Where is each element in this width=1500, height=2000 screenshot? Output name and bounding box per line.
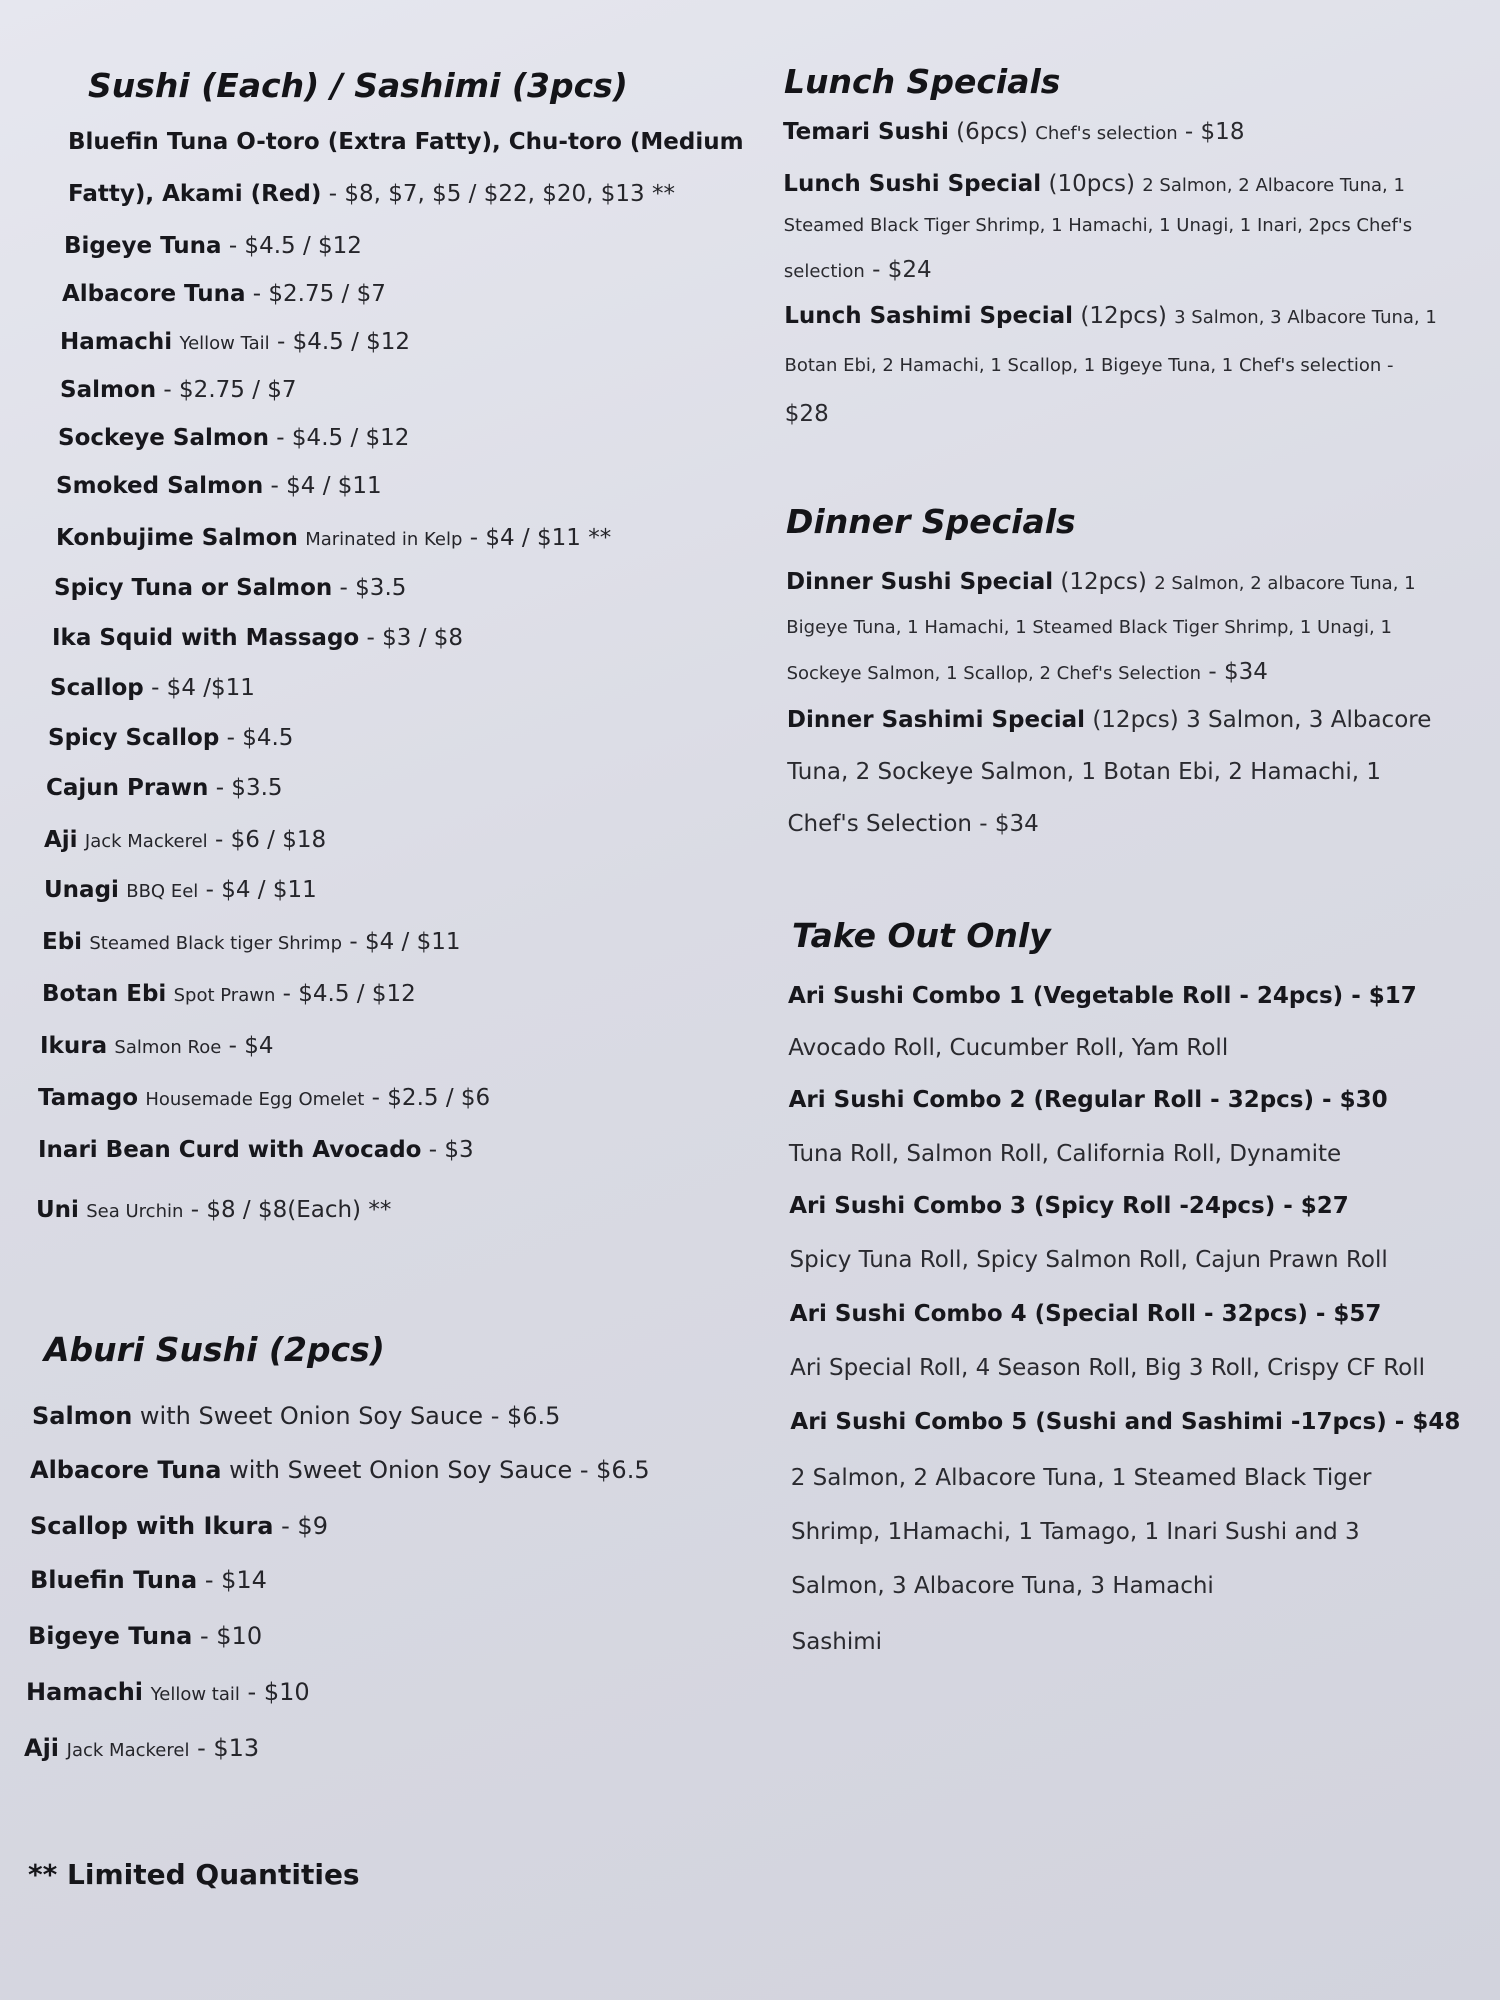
aburi-item-price: with Sweet Onion Soy Sauce - $6.5 [132,1402,561,1430]
sushi-item [64,232,362,260]
sushi-item [56,524,611,554]
takeout-line [789,1192,1349,1220]
sushi-item-name: Smoked Salmon [56,473,264,499]
aburi-section-title: Aburi Sushi (2pcs) [44,1330,385,1369]
sushi-item-name: Scallop [50,675,144,701]
sushi-item-desc: Spot Prawn [173,985,276,1006]
takeout-line-reg: Sashimi [791,1629,883,1655]
aburi-item-price: with Sweet Onion Soy Sauce - $6.5 [221,1456,650,1484]
takeout-section-title: Take Out Only [792,916,1051,955]
sushi-item-price: - $4.5 / $12 [275,981,416,1007]
sushi-item-price: - $3 / $8 [359,625,464,651]
takeout-line [791,1518,1360,1546]
sushi-item-name: Inari Bean Curd with Avocado [38,1137,422,1163]
sushi-item-name: Ebi [42,929,83,955]
sushi-item-name: Ika Squid with Massago [52,625,360,651]
takeout-line-reg: Ari Special Roll, 4 Season Roll, Big 3 Roll, Crispy CF Roll [790,1355,1425,1381]
dinner-line [787,658,1268,688]
takeout-line [791,1464,1372,1492]
sushi-item-price: - $8 / $8(Each) ** [183,1197,392,1223]
lunch-line [785,400,829,428]
dinner-line-small: Sockeye Salmon, 1 Scallop, 2 Chef's Selection [786,663,1202,684]
aburi-item-name: Bluefin Tuna [30,1566,198,1594]
lunch-line [784,256,932,286]
sushi-item [58,424,409,452]
takeout-line-reg: Avocado Roll, Cucumber Roll, Yam Roll [788,1035,1229,1061]
aburi-item-price: - $13 [189,1734,260,1762]
takeout-line [790,1408,1460,1436]
aburi-item [26,1678,310,1709]
aburi-item-name: Albacore Tuna [30,1456,222,1484]
aburi-item-desc: Yellow tail [150,1684,240,1705]
lunch-line-small: Botan Ebi, 2 Hamachi, 1 Scallop, 1 Bigeye Tuna, 1 Chef's selection - [784,355,1394,376]
sushi-item-price: - $4.5 / $12 [269,425,410,451]
lunch-line [784,302,1437,332]
sushi-item-name: Ikura [40,1033,108,1059]
lunch-section-title: Lunch Specials [784,62,1061,101]
dinner-section-title: Dinner Specials [786,502,1076,541]
lunch-line-small: selection [783,261,865,282]
takeout-line [790,1246,1388,1274]
takeout-line-bold: Ari Sushi Combo 1 (Vegetable Roll - 24pcs) - $17 [788,983,1417,1009]
sushi-item-price: - $3.5 [332,575,407,601]
sushi-item-price: - $4.5 [219,725,294,751]
sushi-item [38,1084,490,1114]
sushi-item-price: - $4 [221,1033,274,1059]
dinner-line-reg: Chef's Selection - $34 [787,811,1039,837]
dinner-line-small: Bigeye Tuna, 1 Hamachi, 1 Steamed Black Tiger Shrimp, 1 Unagi, 1 [786,617,1392,638]
aburi-item-name: Aji [24,1734,60,1762]
sushi-item-name: Spicy Scallop [48,725,220,751]
sushi-item-price: - $2.75 / $7 [245,281,386,307]
takeout-line [790,1354,1425,1382]
aburi-item-price: - $10 [239,1678,310,1706]
sushi-item [40,1032,274,1062]
sushi-item-desc: Yellow Tail [179,333,270,354]
sushi-item-name: Botan Ebi [42,981,167,1007]
aburi-item [30,1566,267,1594]
sushi-item-name: Albacore Tuna [62,281,246,307]
sushi-item-price: - $8, $7, $5 / $22, $20, $13 ** [321,181,675,207]
dinner-line [786,568,1416,598]
sushi-item-price: - $2.75 / $7 [156,377,297,403]
lunch-line-tail: - $18 [1177,119,1245,145]
dinner-line-tail: - $34 [1201,659,1268,685]
sushi-item-price: - $4 / $11 [342,929,461,955]
lunch-line [785,350,1394,380]
dinner-line [787,706,1431,734]
aburi-item-name: Scallop with Ikura [30,1512,274,1540]
sushi-item [36,1196,391,1226]
dinner-line [787,758,1381,786]
takeout-line-reg: Shrimp, 1Hamachi, 1 Tamago, 1 Inari Sushi and 3 [791,1519,1360,1545]
sushi-item-price: - $6 / $18 [207,827,327,853]
takeout-line-reg: Salmon, 3 Albacore Tuna, 3 Hamachi [791,1573,1214,1599]
sushi-item [46,774,283,802]
lunch-line-tail: - $24 [864,257,932,283]
aburi-item-price: - $10 [192,1622,263,1650]
dinner-line-reg: Tuna, 2 Sockeye Salmon, 1 Botan Ebi, 2 Hamachi, 1 [787,759,1381,785]
takeout-line [790,1300,1382,1328]
sushi-item-name: Bluefin Tuna O-toro (Extra Fatty), Chu-toro (Medium [68,129,744,155]
lunch-line [783,118,1244,148]
dinner-line-reg: (12pcs) [1053,569,1155,595]
sushi-item-name: Spicy Tuna or Salmon [54,575,333,601]
sushi-item-price: - $2.5 / $6 [364,1085,491,1111]
takeout-line [789,1140,1341,1168]
takeout-line-bold: Ari Sushi Combo 5 (Sushi and Sashimi -17pcs) - $48 [790,1409,1461,1435]
takeout-line-reg: Tuna Roll, Salmon Roll, California Roll, Dynamite [788,1141,1342,1167]
lunch-line-bold: Lunch Sashimi Special [784,303,1074,329]
sushi-item [48,724,293,752]
sushi-item-name: Cajun Prawn [46,775,209,801]
aburi-item [24,1734,259,1765]
aburi-item-name: Bigeye Tuna [28,1622,193,1650]
sushi-item-price: - $4 / $11 [263,473,382,499]
lunch-line-small: Steamed Black Tiger Shrimp, 1 Hamachi, 1 Unagi, 1 Inari, 2pcs Chef's [783,215,1413,236]
sushi-item [54,574,406,602]
dinner-line-reg: (12pcs) 3 Salmon, 3 Albacore [1085,707,1432,733]
sushi-item [38,1136,474,1164]
lunch-line-tail: $28 [784,401,829,427]
lunch-line-small: 3 Salmon, 3 Albacore Tuna, 1 [1174,307,1437,328]
sushi-item [42,928,461,958]
sushi-item-desc: Steamed Black tiger Shrimp [89,933,343,954]
sushi-item [50,674,255,702]
takeout-line-bold: Ari Sushi Combo 2 (Regular Roll - 32pcs) - $30 [788,1087,1388,1113]
lunch-line-bold: Lunch Sushi Special [783,171,1042,197]
aburi-item [28,1622,262,1650]
dinner-line-bold: Dinner Sashimi Special [786,707,1086,733]
takeout-line [791,1572,1214,1600]
takeout-line-reg: 2 Salmon, 2 Albacore Tuna, 1 Steamed Black Tiger [790,1465,1372,1491]
lunch-line-small: Chef's selection [1035,123,1178,144]
sushi-item [56,472,382,500]
sushi-item-name: Hamachi [60,329,173,355]
aburi-item-price: - $14 [197,1566,267,1594]
aburi-item [30,1512,328,1540]
aburi-item-desc: Jack Mackerel [66,1740,190,1761]
aburi-item-price: - $9 [273,1512,328,1540]
sushi-item-desc: Marinated in Kelp [305,529,463,550]
aburi-item [32,1402,560,1430]
lunch-line-reg: (10pcs) [1041,171,1143,197]
dinner-line [786,612,1392,642]
sushi-item-name: Salmon [60,377,157,403]
sushi-item [60,328,410,358]
sushi-item [44,876,317,906]
lunch-line-bold: Temari Sushi [783,119,949,145]
sushi-item [52,624,463,652]
takeout-line-bold: Ari Sushi Combo 4 (Special Roll - 32pcs) - $57 [789,1301,1382,1327]
lunch-line [784,210,1413,240]
sushi-section-title: Sushi (Each) / Sashimi (3pcs) [88,66,628,105]
sushi-item-name: Konbujime Salmon [56,525,298,551]
aburi-item-name: Salmon [32,1402,133,1430]
aburi-item [30,1456,650,1484]
sushi-item [68,128,744,156]
dinner-line-bold: Dinner Sushi Special [786,569,1054,595]
sushi-item [42,980,416,1010]
sushi-item-name: Fatty), Akami (Red) [68,181,322,207]
sushi-item-name: Sockeye Salmon [58,425,269,451]
takeout-line [792,1628,882,1656]
takeout-line-bold: Ari Sushi Combo 3 (Spicy Roll -24pcs) - $27 [789,1193,1349,1219]
lunch-line-reg: (12pcs) [1073,303,1175,329]
sushi-item-desc: Jack Mackerel [84,831,208,852]
sushi-item-name: Aji [44,827,78,853]
sushi-item [68,180,675,208]
sushi-item-price: - $3 [421,1137,474,1163]
sushi-item-price: - $4.5 / $12 [269,329,411,355]
lunch-line-small: 2 Salmon, 2 Albacore Tuna, 1 [1142,175,1405,196]
takeout-line [789,1086,1388,1114]
sushi-item-desc: Housemade Egg Omelet [145,1089,365,1110]
sushi-item-price: - $4 /$11 [143,675,255,701]
dinner-line [788,810,1039,838]
sushi-item-desc: Salmon Roe [114,1037,222,1058]
limited-quantities-note: ** Limited Quantities [28,1858,360,1891]
sushi-item-price: - $4.5 / $12 [221,233,362,259]
lunch-line [783,170,1405,200]
takeout-line [788,982,1417,1010]
sushi-item-name: Unagi [44,877,119,903]
sushi-item-name: Bigeye Tuna [64,233,222,259]
sushi-item [44,826,326,856]
sushi-item-price: - $4 / $11 ** [462,525,612,551]
sushi-item [60,376,297,404]
aburi-item-name: Hamachi [26,1678,144,1706]
sushi-item-desc: BBQ Eel [126,881,199,902]
dinner-line-small: 2 Salmon, 2 albacore Tuna, 1 [1154,573,1416,594]
sushi-item-name: Tamago [38,1085,138,1111]
sushi-item-price: - $3.5 [208,775,283,801]
takeout-line [788,1034,1228,1062]
sushi-item-name: Uni [36,1197,79,1223]
sushi-item-desc: Sea Urchin [86,1201,184,1222]
takeout-line-reg: Spicy Tuna Roll, Spicy Salmon Roll, Cajun Prawn Roll [789,1247,1388,1273]
sushi-item [62,280,386,308]
sushi-item-price: - $4 / $11 [198,877,317,903]
lunch-line-reg: (6pcs) [948,119,1036,145]
